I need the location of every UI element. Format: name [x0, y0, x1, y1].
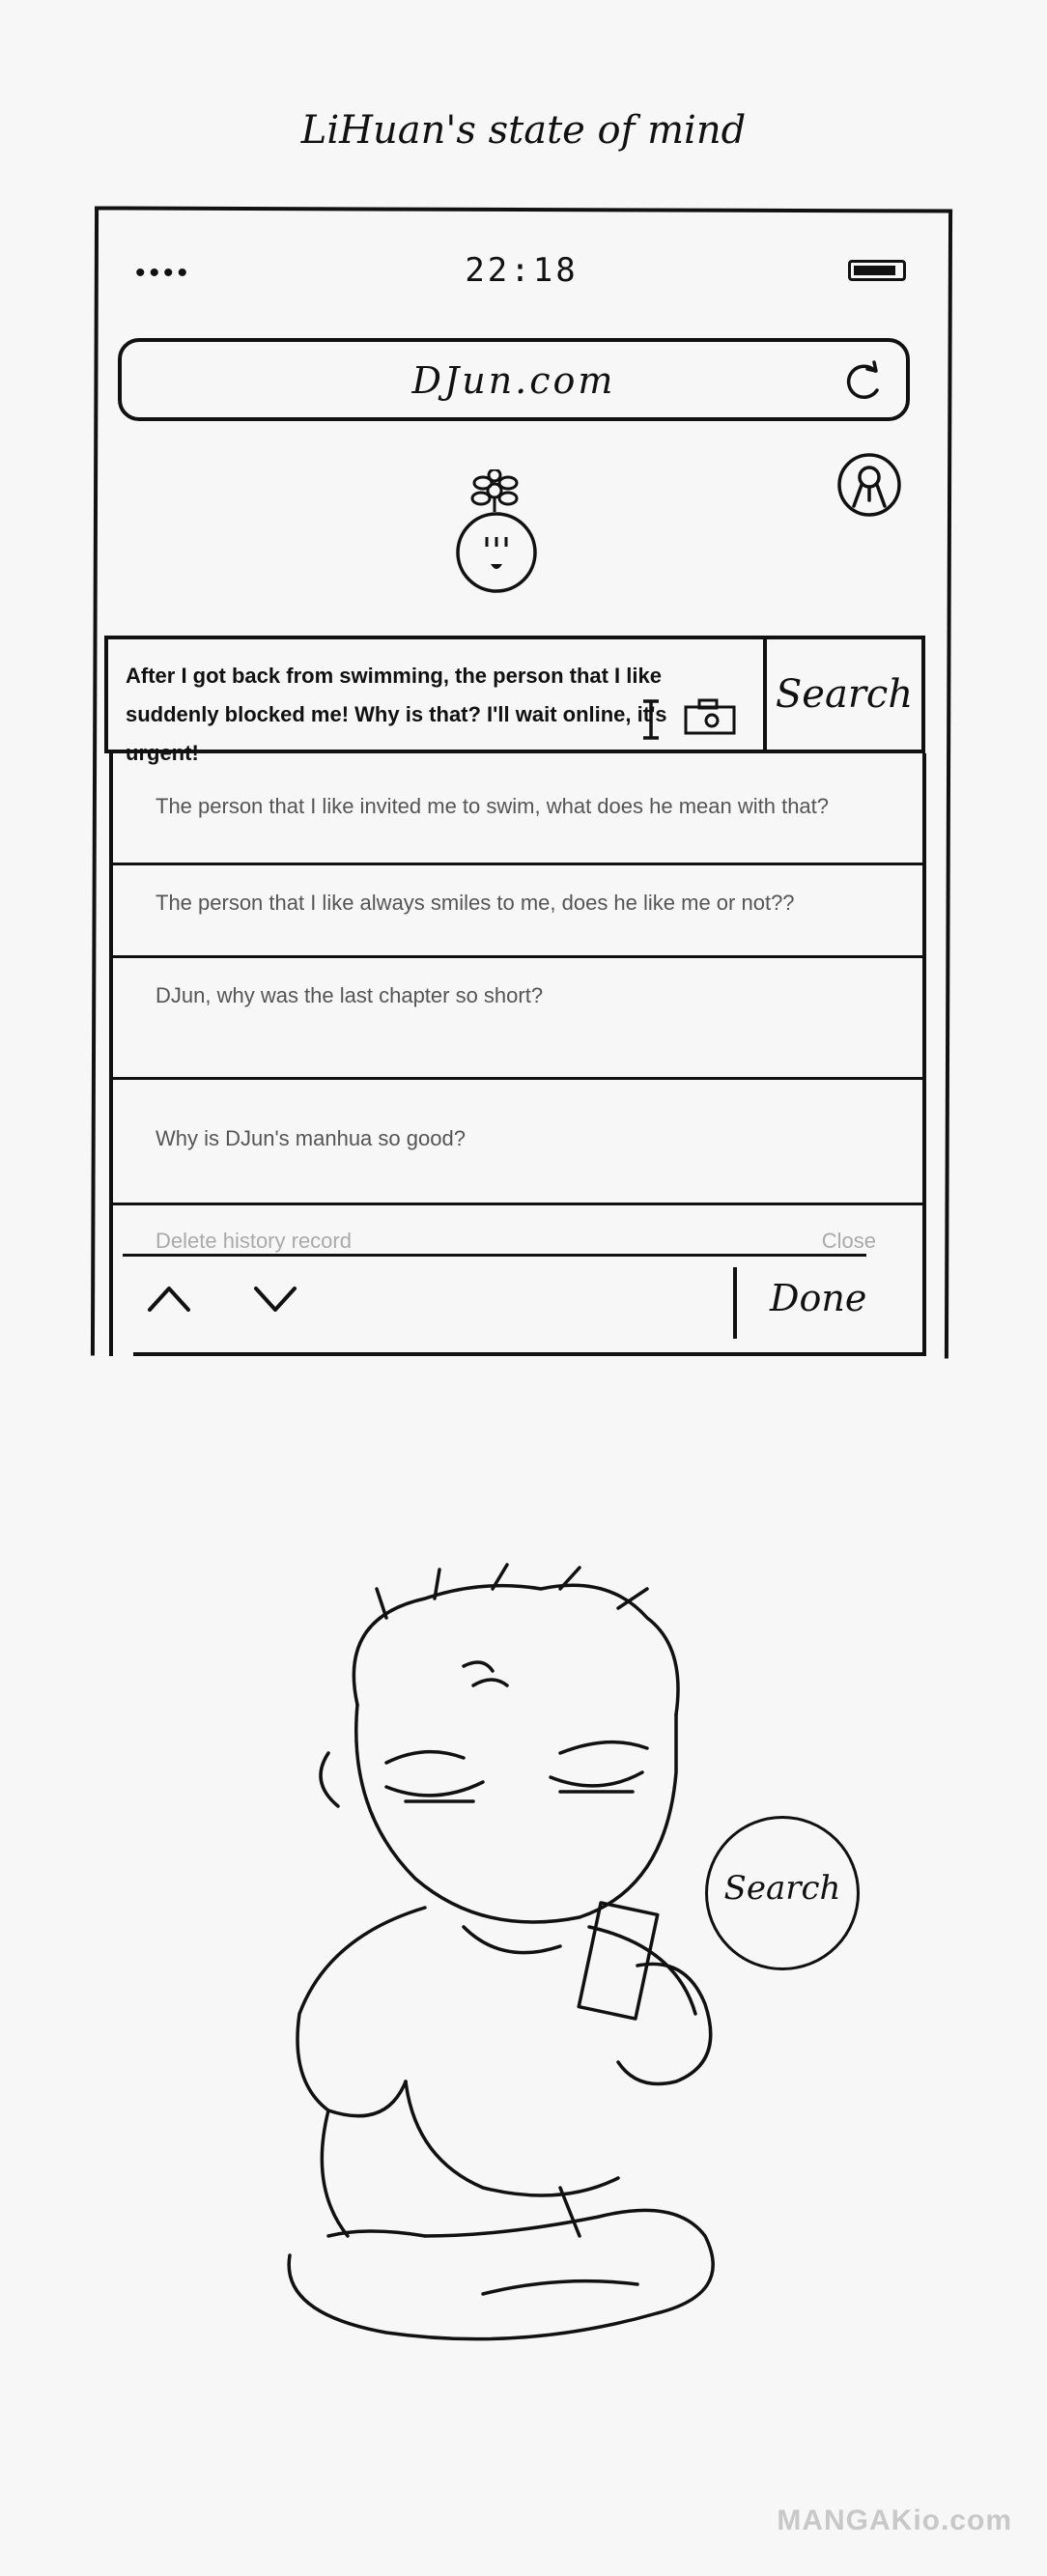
- mascot-icon: [446, 469, 562, 595]
- close-button[interactable]: Close: [821, 1229, 876, 1253]
- address-bar[interactable]: [118, 338, 910, 421]
- suggestion-item[interactable]: [113, 865, 922, 958]
- search-input[interactable]: After I got back from swimming, the person that I like suddenly blocked me! Why is that? I'll wait online, it's urgent!: [126, 664, 667, 765]
- suggestion-item[interactable]: [113, 753, 922, 865]
- text-cursor-icon: [639, 697, 663, 742]
- chevron-down-icon[interactable]: [248, 1277, 302, 1319]
- watermark: MANGAKio.com: [777, 2505, 1012, 2536]
- clock: 22:18: [465, 251, 579, 290]
- suggestion-text: The person that I like always smiles to me, does he like me or not??: [156, 891, 795, 915]
- profile-icon[interactable]: [835, 450, 904, 520]
- camera-icon[interactable]: [683, 697, 737, 736]
- signal-icon: ••••: [135, 257, 192, 289]
- keyboard-toolbar: [113, 1258, 922, 1345]
- divider: [123, 1254, 866, 1257]
- suggestion-text: The person that I like invited me to swim, what does he mean with that?: [156, 794, 830, 818]
- phone-bottom-edge: [133, 1352, 925, 1356]
- refresh-icon[interactable]: [840, 359, 885, 404]
- search-box: [104, 636, 925, 765]
- delete-history-button[interactable]: Delete history record: [156, 1229, 352, 1253]
- speech-bubble: [705, 1816, 860, 1970]
- page-title: LiHuan's state of mind: [300, 108, 747, 153]
- speech-bubble-text: Search: [723, 1869, 841, 1908]
- chevron-up-icon[interactable]: [142, 1277, 196, 1319]
- done-button[interactable]: Done: [770, 1277, 867, 1319]
- suggestion-panel: [109, 753, 926, 1356]
- address-text: DJun.com: [411, 359, 616, 402]
- suggestion-text: Why is DJun's manhua so good?: [156, 1126, 466, 1150]
- search-button[interactable]: Search: [775, 672, 914, 717]
- battery-icon: [848, 260, 906, 281]
- status-bar: [126, 246, 918, 295]
- toolbar-divider: [733, 1267, 737, 1339]
- suggestion-item[interactable]: [113, 1080, 922, 1205]
- suggestion-text: DJun, why was the last chapter so short?: [156, 983, 544, 1007]
- suggestion-item[interactable]: [113, 958, 922, 1080]
